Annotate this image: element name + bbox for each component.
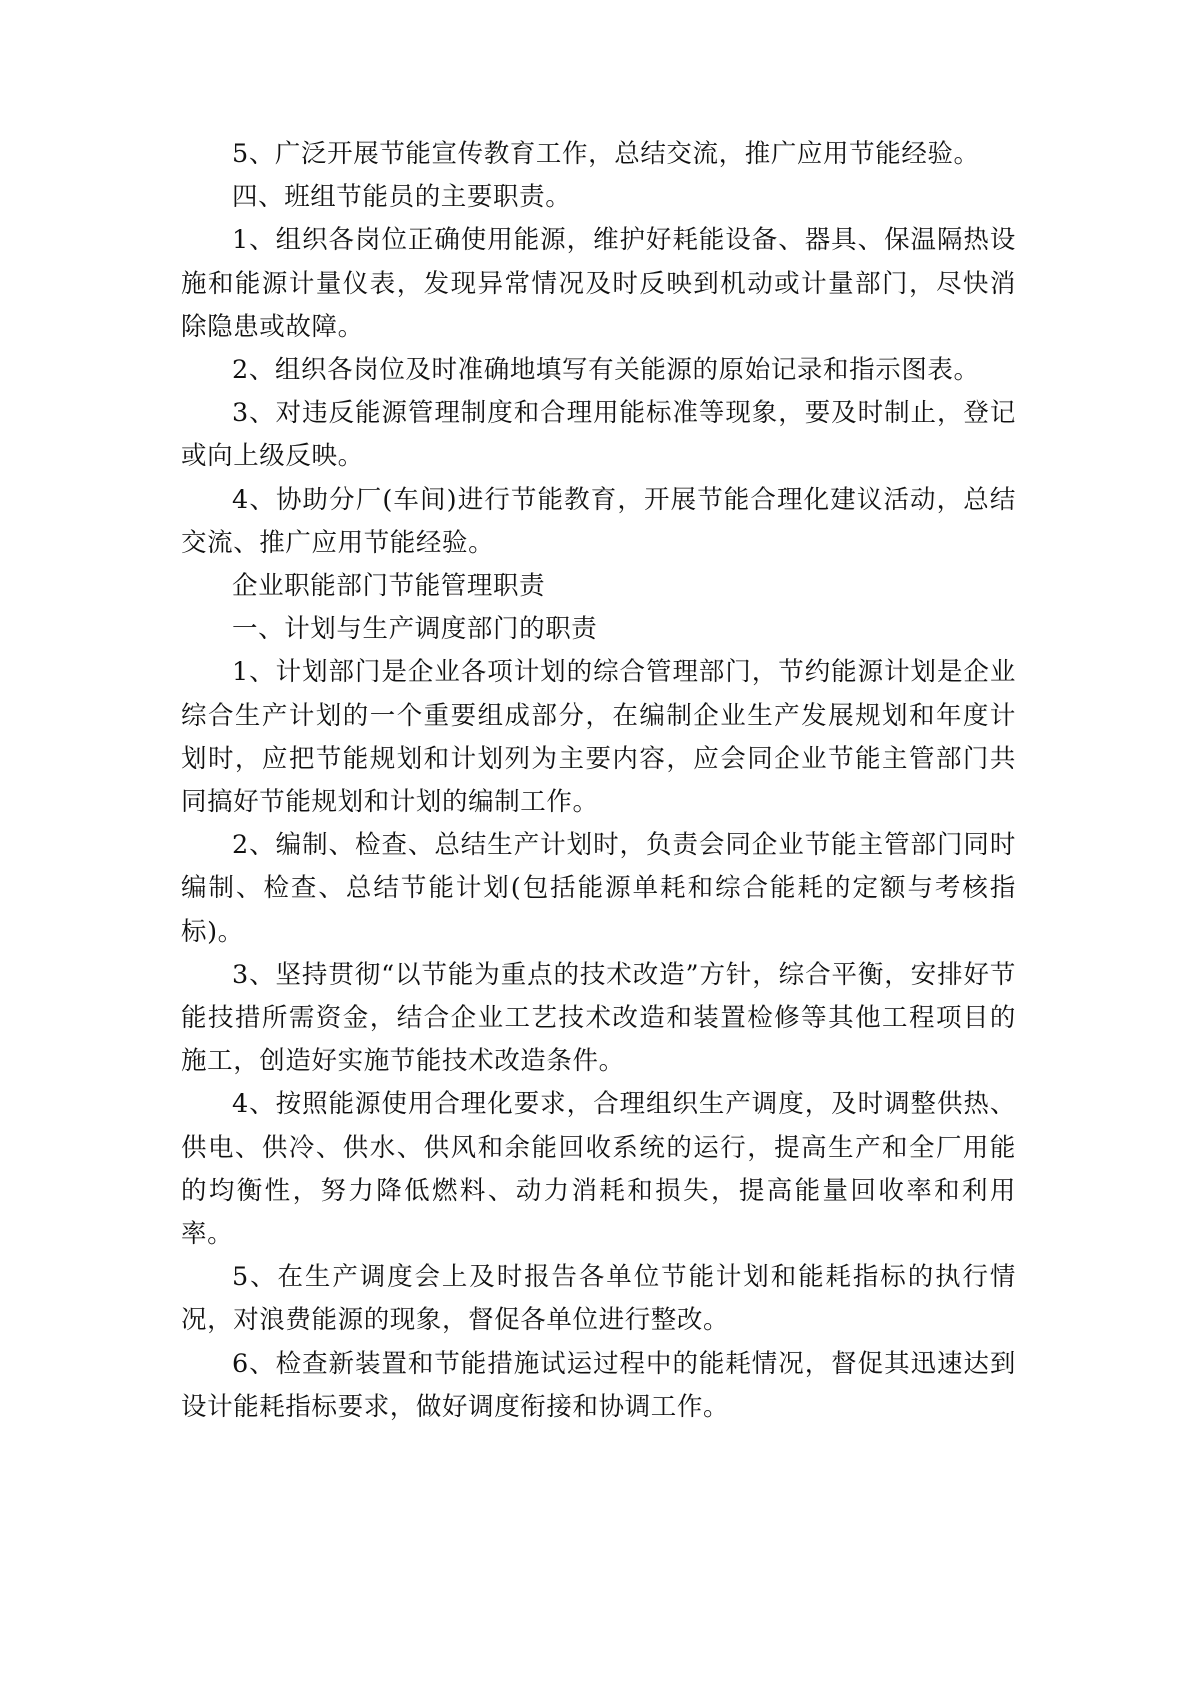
document-title: 企业职能部门节能管理职责: [232, 571, 546, 602]
section-heading: 一、计划与生产调度部门的职责: [232, 614, 598, 645]
paragraph: 6、检查新装置和节能措施试运过程中的能耗情况，督促其迅速达到设计能耗指标要求，做好调度衔接和协调工作。: [181, 1348, 1016, 1422]
paragraph: 3、坚持贯彻“以节能为重点的技术改造”方针，综合平衡，安排好节能技措所需资金，结合企业工艺技术改造和装置检修等其他工程项目的施工，创造好实施节能技术改造条件。: [181, 959, 1016, 1077]
paragraph: 1、计划部门是企业各项计划的综合管理部门，节约能源计划是企业综合生产计划的一个重要组成部分，在编制企业生产发展规划和年度计划时，应把节能规划和计划列为主要内容，应会同企业节能主管部门共同搞好节能规划和计划的编制工作。: [181, 657, 1016, 818]
paragraph: 2、编制、检查、总结生产计划时，负责会同企业节能主管部门同时编制、检查、总结节能计划(包括能源单耗和综合能耗的定额与考核指标)。: [181, 830, 1016, 947]
document-body: [181, 133, 1016, 1429]
paragraph: 4、按照能源使用合理化要求，合理组织生产调度，及时调整供热、供电、供冷、供水、供风和余能回收系统的运行，提高生产和全厂用能的均衡性，努力降低燃料、动力消耗和损失，提高能量回收率和利用率。: [181, 1089, 1016, 1250]
paragraph: 5、在生产调度会上及时报告各单位节能计划和能耗指标的执行情况，对浪费能源的现象，督促各单位进行整改。: [181, 1262, 1016, 1336]
paragraph: 2、组织各岗位及时准确地填写有关能源的原始记录和指示图表。: [232, 355, 980, 386]
paragraph: 3、对违反能源管理制度和合理用能标准等现象，要及时制止，登记或向上级反映。: [181, 398, 1016, 472]
paragraph: 5、广泛开展节能宣传教育工作，总结交流，推广应用节能经验。: [232, 139, 980, 169]
paragraph: 1、组织各岗位正确使用能源，维护好耗能设备、器具、保温隔热设施和能源计量仪表，发现异常情况及时反映到机动或计量部门，尽快消除隐患或故障。: [181, 225, 1016, 342]
paragraph: 4、协助分厂(车间)进行节能教育，开展节能合理化建议活动，总结交流、推广应用节能经验。: [181, 484, 1016, 558]
section-heading: 四、班组节能员的主要职责。: [232, 182, 572, 213]
